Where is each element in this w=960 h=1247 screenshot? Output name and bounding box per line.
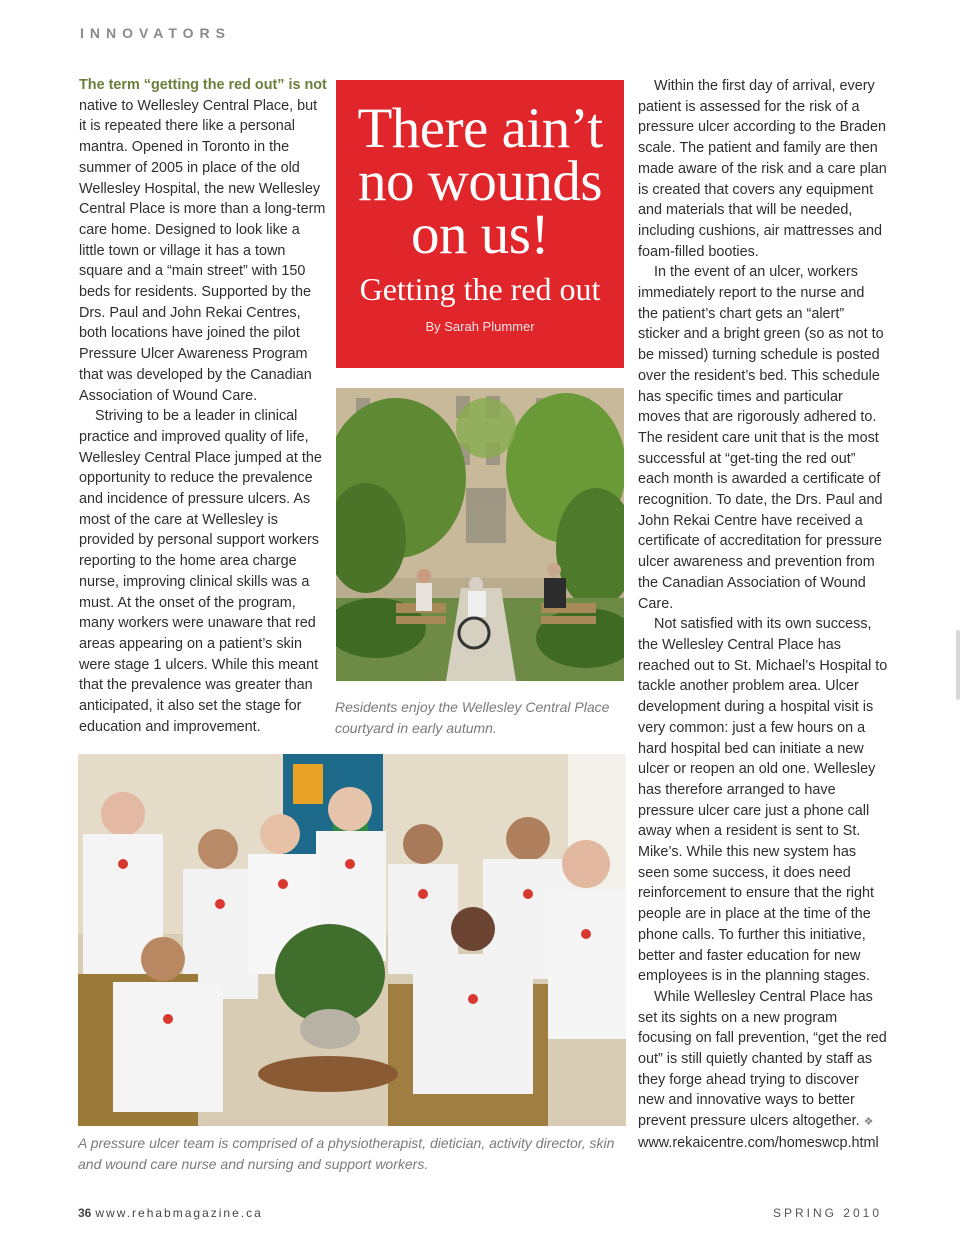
courtyard-photo-illustration [336, 388, 624, 681]
lead-in: The term “getting the red out” is not [79, 77, 327, 93]
page-number: 36 [78, 1206, 92, 1220]
paragraph: Striving to be a leader in clinical practice and improved quality of life, Wellesley Central Place jumped at the opportunity to reduce the prevalence and incidence of pressure ulcers. As most of the care at Wellesley is provided by personal support workers reporting to the home area charge nurse, improving clinical skills was a must. At the onset of the program, many workers were unaware that red areas appearing on a patient’s skin were stage 1 ulcers. While this meant that the prevalence was greater than anticipated, it also set the stage for education and improvement. [79, 408, 322, 735]
paragraph: Within the first day of arrival, every patient is assessed for the risk of a pressure ulcer according to the Braden scale. The patient and family are then made aware of the risk and a care plan is created that covers any equipment and materials that will be needed, including cushions, air mattresses and foam-filled booties. [638, 78, 887, 260]
article-url[interactable] [638, 1133, 888, 1154]
team-photo [78, 754, 626, 1126]
byline: By Sarah Plummer [425, 319, 535, 334]
section-kicker: INNOVATORS [80, 25, 232, 41]
article-column-right [638, 76, 888, 1154]
headline: There ain’t no wounds on us! [357, 97, 603, 266]
scrollbar-hint[interactable] [956, 630, 960, 700]
paragraph: In the event of an ulcer, workers immediately report to the nurse and the patient’s chart gets an “alert” sticker and a bright green (so as not to be missed) turning schedule is posted over the resident’s bed. This schedule has specific times and particular moves that are rigorously adhered to. The resident care unit that is the most successful at “get-ting the red out” each month is awarded a certificate of recognition. To date, the Drs. Paul and John Rekai Centre have received a certificate of accreditation for pressure ulcer awareness and prevention from the Canadian Association of Wound Care. [638, 264, 884, 612]
paragraph [79, 75, 327, 406]
team-caption: A pressure ulcer team is comprised of a physiotherapist, dietician, activity director, skin and wound care nurse and nursing and support workers. [78, 1135, 615, 1172]
paragraph-text: native to Wellesley Central Place, but it is repeated there like a personal mantra. Opened in Toronto in the summer of 2005 in place of the old Wellesley Hospital, the new Wellesley Central Place is more than a long-term care home. Designed to look like a little town or village it has a town square and a “main street” with 150 beds for residents. Supported by the Drs. Paul and John Rekai Centres, both locations have joined the pilot Pressure Ulcer Awareness Program that was developed by the Canadian Association of Wound Care. [79, 97, 326, 404]
paragraph: Not satisfied with its own success, the Wellesley Central Place has reached out to St. Michael’s Hospital to tackle another problem area. Ulcer development during a hospital visit is very common: just a few hours on a hard hospital bed can initiate a new ulcer or reopen an old one. Wellesley has therefore arranged to have pressure ulcer care just a phone call away when a resident is sent to St. Mike’s. While this new system has seen some success, it does need reinforcement to ensure that the right people are in place at the time of the phone calls. To further this initiative, better and faster education for new employees is in the planning stages. [638, 616, 888, 985]
article-column-left [79, 75, 327, 738]
team-photo-illustration [78, 754, 626, 1126]
footer-site[interactable]: www.rehabmagazine.ca [95, 1206, 263, 1220]
subheadline: Getting the red out [359, 271, 601, 307]
footer-left [78, 1206, 263, 1220]
courtyard-photo [336, 388, 624, 681]
four-diamond-end-mark-icon: ❖ [863, 1116, 874, 1129]
title-block [336, 80, 624, 368]
footer-issue: SPRING 2010 [772, 1206, 882, 1220]
paragraph [638, 987, 888, 1133]
courtyard-caption: Residents enjoy the Wellesley Central Place courtyard in early autumn. [335, 699, 610, 736]
article-url-link[interactable]: www.rekaicentre.com/homeswcp.html [638, 1134, 879, 1151]
paragraph-text: While Wellesley Central Place has set its sights on a new program focusing on fall prevention, “get the red out” is still quietly chanted by staff as they forge ahead trying to discover new and innovative ways to better prevent pressure ulcers altogether. [638, 988, 887, 1130]
